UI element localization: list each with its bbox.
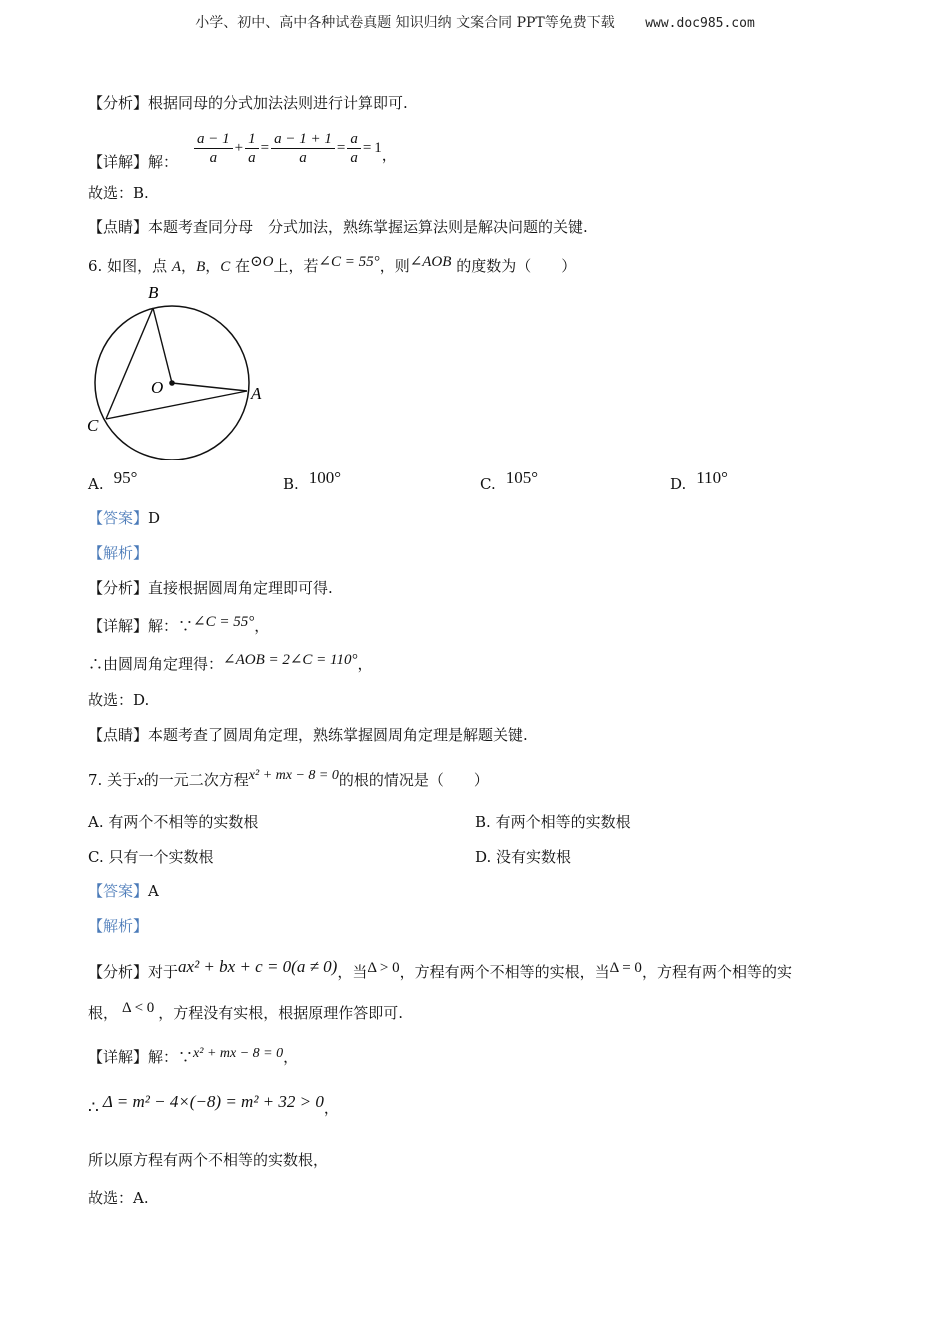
q7-option-b[interactable]: B. 有两个相等的实数根	[475, 813, 631, 831]
q7-conclusion: 所以原方程有两个不相等的实数根，	[88, 1151, 329, 1169]
q6-option-a[interactable]: A. 95°	[88, 468, 138, 493]
q7-analysis-line2: 根， Δ < 0 ，方程没有实根，根据原理作答即可.	[88, 1000, 404, 1022]
q5-analysis: 【分析】根据同母的分式加法法则进行计算即可.	[88, 94, 408, 112]
q6-detail: 【详解】解：∵∠C = 55°，	[88, 614, 270, 635]
q7-analysis-line1: 【分析】对于ax² + bx + c = 0(a ≠ 0)，当Δ > 0，方程有两个不相等的实根，当Δ = 0，方程有两个相等的实	[88, 957, 792, 981]
q7-option-c[interactable]: C. 只有一个实数根	[88, 848, 214, 866]
q6-choice: 故选：D.	[88, 691, 150, 709]
q7-detail: 【详解】解：∵x² + mx − 8 = 0，	[88, 1046, 299, 1066]
chord-bc	[106, 308, 153, 419]
q5-detail: 【详解】 解： $\frac{a - 1}{a}$ + $\frac{1}{a}$ = $\frac{a - 1 + 1}{a}$ = $\frac{a}{a}$ = 1 ，	[88, 130, 397, 171]
q6-answer: 【答案】D	[88, 509, 161, 527]
label-b: B	[148, 283, 159, 302]
q6-stem: 6. 如图，点 A，B，C 在⊙O上，若∠C = 55°，则∠AOB 的度数为（ ）	[88, 254, 577, 275]
q7-answer: 【答案】A	[88, 882, 159, 900]
label-o: O	[151, 378, 164, 397]
q6-analysis: 【分析】直接根据圆周角定理即可得.	[88, 579, 333, 597]
q7-solution-tag: 【解析】	[88, 917, 149, 935]
center-point	[169, 380, 175, 386]
chord-ca	[106, 391, 247, 419]
q5-choice: 故选：B.	[88, 184, 149, 202]
q7-stem: 7. 关于x的一元二次方程x² + mx − 8 = 0的根的情况是（ ）	[88, 768, 489, 789]
header-url[interactable]: www.doc985.com	[645, 16, 755, 31]
q5-equation: $\frac{a - 1}{a}$ + $\frac{1}{a}$ = $\frac{a - 1 + 1}{a}$ = $\frac{a}{a}$ = 1 ，	[192, 130, 397, 167]
q6-comment: 【点睛】本题考查了圆周角定理，熟练掌握圆周角定理是解题关键.	[88, 726, 528, 744]
q6-therefore: ∴由圆周角定理得：∠AOB = 2∠C = 110°，	[88, 652, 373, 673]
q7-option-d[interactable]: D. 没有实数根	[475, 848, 572, 866]
radius-ob	[153, 308, 172, 383]
q6-solution-tag: 【解析】	[88, 544, 149, 562]
q6-option-c[interactable]: C. 105°	[480, 468, 539, 493]
page-header	[0, 12, 950, 32]
q7-choice: 故选：A.	[88, 1189, 149, 1207]
q6-circle-figure	[80, 280, 270, 460]
q6-option-b[interactable]: B. 100°	[283, 468, 342, 493]
label-c: C	[87, 416, 99, 435]
label-a: A	[251, 384, 262, 403]
q7-option-a[interactable]: A. 有两个不相等的实数根	[88, 813, 259, 831]
q5-comment: 【点睛】本题考查同分母 分式加法，熟练掌握运算法则是解决问题的关键.	[88, 218, 588, 236]
header-title: 小学、初中、高中各种试卷真题 知识归纳 文案合同 PPT等免费下载	[195, 15, 615, 31]
q7-delta-calc: ∴ Δ = m² − 4×(−8) = m² + 32 > 0，	[88, 1092, 339, 1118]
radius-oa	[172, 383, 247, 391]
q6-option-d[interactable]: D. 110°	[670, 468, 728, 493]
